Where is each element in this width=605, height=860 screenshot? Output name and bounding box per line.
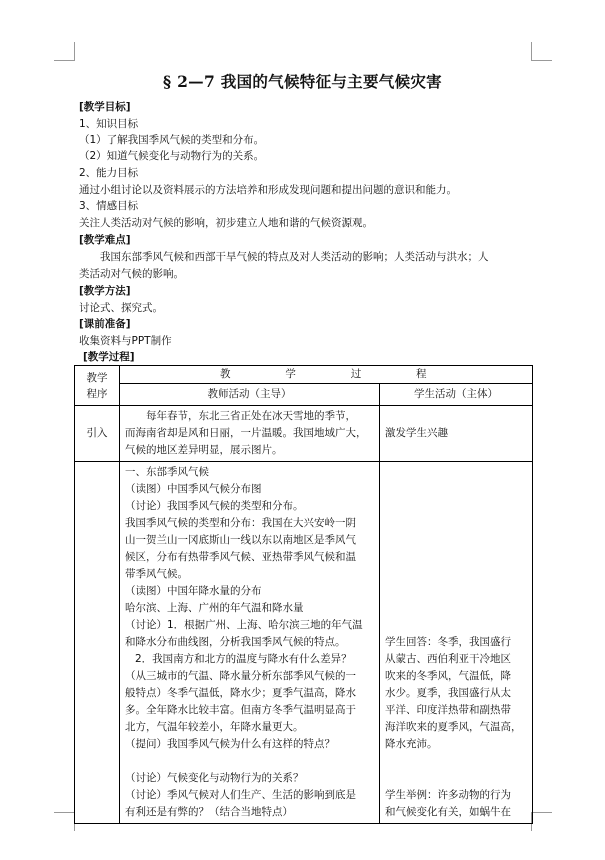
intro-step: 引入	[75, 406, 120, 462]
goals-heading: [教学目标]	[79, 101, 131, 113]
process-header	[120, 366, 533, 384]
teacher-line: 山一贺兰山一冈底斯山一线以东以南地区是季风气	[125, 534, 356, 546]
student-spacer	[385, 753, 527, 787]
crop-mark-top-right-v	[531, 42, 532, 61]
step-header-line: 教学	[86, 371, 108, 384]
intro-teacher-line: 每年春节，东北三省正处在冰天雪地的季节，	[146, 410, 356, 422]
main-student-cell	[380, 462, 533, 824]
teacher-line: 般特点）冬季气温低，降水少；夏季气温高，降水	[125, 687, 356, 699]
teacher-line: （讨论）季风气候对人们生产、生活的影响到底是	[125, 789, 356, 801]
process-header-char: 学	[285, 368, 296, 380]
lesson-table	[74, 365, 533, 824]
intro-teacher-line: 气候的地区差异明显，展示图片。	[125, 444, 283, 456]
difficulty-line: 类活动对气候的影响。	[79, 268, 184, 280]
intro-teacher-cell	[120, 406, 380, 462]
teacher-line: （读图）中国年降水量的分布	[125, 585, 262, 597]
process-heading: [教学过程]	[83, 351, 135, 363]
method-heading: [教学方法]	[79, 285, 131, 297]
main-step	[75, 462, 120, 824]
prep-heading: [课前准备]	[79, 318, 131, 330]
student-line: 和气候变化有关，如蜗牛在	[385, 806, 511, 818]
teacher-line: 多。全年降水比较丰富。但南方冬季气温明显高于	[125, 704, 356, 716]
teacher-line	[125, 753, 374, 770]
difficulty-heading: [教学难点]	[79, 234, 131, 246]
teacher-line: 一、东部季风气候	[125, 466, 209, 478]
teacher-line: 北方，气温年较差小，年降水量更大。	[125, 721, 304, 733]
crop-mark-bottom-left-h	[54, 812, 74, 813]
intro-teacher-line: 而海南省却是风和日丽，一片温暖。我国地域广大，	[125, 427, 367, 439]
crop-mark-top-left-v	[74, 42, 75, 61]
main-teacher-cell	[120, 462, 380, 824]
teacher-line: 哈尔滨、上海、广州的年气温和降水量	[125, 602, 304, 614]
student-spacer	[385, 464, 527, 634]
process-header-char: 教	[220, 368, 231, 380]
teacher-line: （讨论）气候变化与动物行为的关系？	[125, 772, 304, 784]
goals-line: 关注人类活动对气候的影响，初步建立人地和谐的气候资源观。	[79, 217, 373, 229]
student-header: 学生活动（主体）	[380, 384, 533, 406]
step-header-line: 程序	[86, 387, 108, 400]
process-header-char: 过	[350, 368, 362, 380]
intro-student-cell	[380, 406, 533, 462]
process-header-char: 程	[416, 368, 427, 380]
goals-line: （1）了解我国季风气候的类型和分布。	[79, 134, 265, 146]
teacher-line: （提问）我国季风气候为什么有这样的特点？	[125, 738, 335, 750]
student-line: 从蒙古、西伯利亚干冷地区	[385, 653, 511, 665]
goals-line: 3、情感目标	[79, 200, 139, 212]
goals-line: 2、能力目标	[79, 167, 139, 179]
teacher-line: 候区，分布有热带季风气候、亚热带季风气候和温	[125, 551, 356, 563]
crop-mark-top-right-h	[532, 60, 552, 61]
student-line: 降水充沛。	[385, 738, 438, 750]
step-header	[75, 366, 120, 406]
teacher-header: 教师活动（主导）	[120, 384, 380, 406]
goals-line: （2）知道气候变化与动物行为的关系。	[79, 150, 265, 162]
method-text: 讨论式、探究式。	[79, 302, 163, 314]
student-line: 海洋吹来的夏季风，气温高，	[385, 721, 522, 733]
crop-mark-top-left-h	[54, 60, 74, 61]
document-title: § 2—7 我国的气候特征与主要气候灾害	[163, 72, 442, 91]
student-line: 学生回答：冬季，我国盛行	[385, 636, 511, 648]
teacher-line: （读图）中国季风气候分布图	[125, 483, 262, 495]
teacher-line: 有利还是有弊的？（结合当地特点）	[125, 806, 293, 818]
teacher-line: （讨论）1．根据广州、上海、哈尔滨三地的年气温	[125, 619, 363, 631]
student-line: 吹来的冬季风，气温低，降	[385, 670, 511, 682]
prep-text: 收集资料与PPT制作	[79, 335, 172, 347]
teacher-line: 2．我国南方和北方的温度与降水有什么差异？	[135, 653, 352, 665]
teacher-line: （从三城市的气温、降水量分析东部季风气候的一	[125, 670, 356, 682]
teacher-line: 和降水分布曲线图，分析我国季风气候的特点。	[125, 636, 346, 648]
goals-line: 通过小组讨论以及资料展示的方法培养和形成发现问题和提出问题的意识和能力。	[79, 184, 457, 196]
teacher-line: 我国季风气候的类型和分布：我国在大兴安岭一阴	[125, 517, 356, 529]
teacher-line: （讨论）我国季风气候的类型和分布。	[125, 500, 304, 512]
goals-line: 1、知识目标	[79, 118, 139, 130]
student-line: 学生举例：许多动物的行为	[385, 789, 511, 801]
student-line: 平洋、印度洋热带和副热带	[385, 704, 511, 716]
difficulty-line: 我国东部季风气候和西部干旱气候的特点及对人类活动的影响；人类活动与洪水；人	[100, 251, 489, 263]
intro-student-text: 激发学生兴趣	[385, 427, 448, 439]
crop-mark-bottom-right-h	[532, 812, 552, 813]
teacher-line: 带季风气候。	[125, 568, 188, 580]
student-line: 水少。夏季，我国盛行从太	[385, 687, 511, 699]
